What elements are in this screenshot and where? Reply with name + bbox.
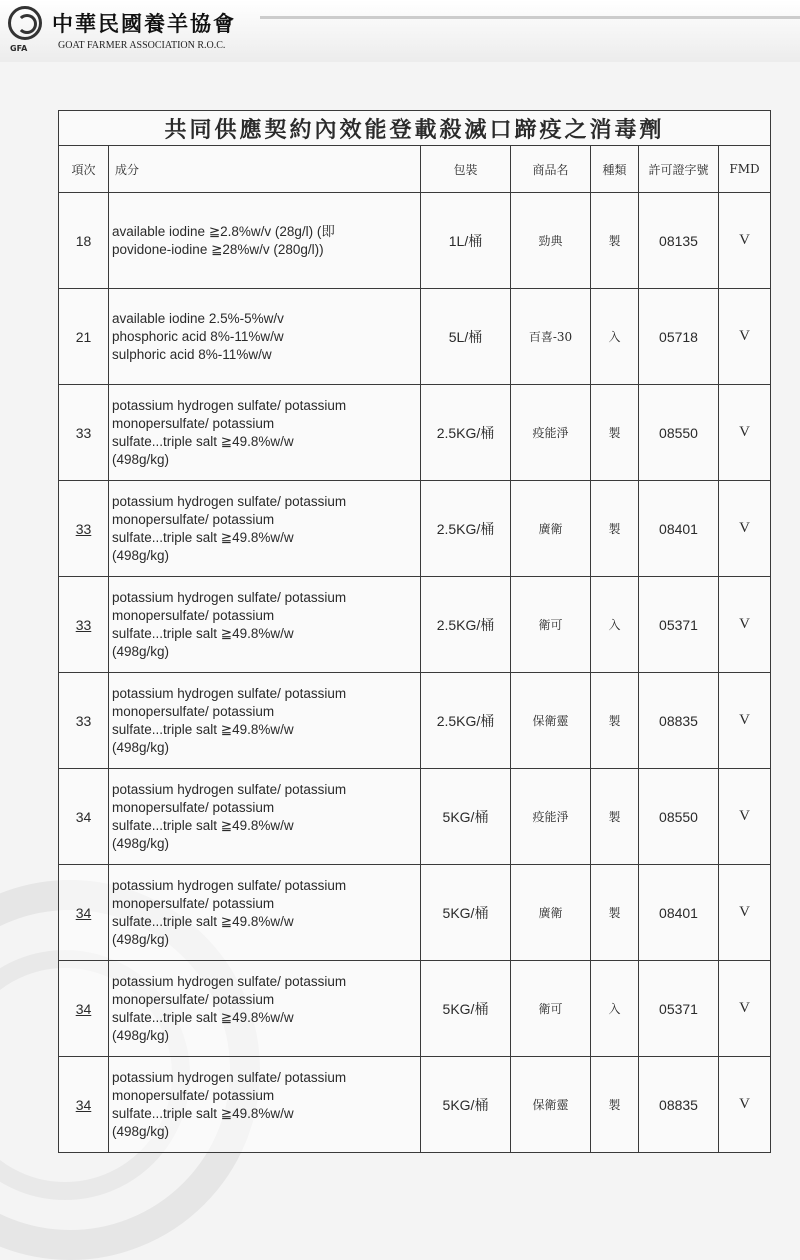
row-license: 08401 <box>639 865 719 961</box>
table-header-row <box>59 146 771 193</box>
row-license: 05718 <box>639 289 719 385</box>
row-license: 08550 <box>639 769 719 865</box>
row-type: 入 <box>591 961 639 1057</box>
row-composition: potassium hydrogen sulfate/ potassium monopersulfate/ potassium sulfate...triple salt ≧49.8%w/w (498g/kg) <box>109 481 421 577</box>
table-row <box>59 1057 771 1153</box>
row-package: 2.5KG/桶 <box>421 385 511 481</box>
col-header-fmd: FMD <box>719 146 771 193</box>
row-package: 5KG/桶 <box>421 865 511 961</box>
row-number: 33 <box>59 577 109 673</box>
row-type: 入 <box>591 289 639 385</box>
table-row <box>59 673 771 769</box>
row-package: 5L/桶 <box>421 289 511 385</box>
row-type: 製 <box>591 193 639 289</box>
row-composition: available iodine ≧2.8%w/v (28g/l) (即 povidone-iodine ≧28%w/v (280g/l)) <box>109 193 421 289</box>
row-composition: potassium hydrogen sulfate/ potassium monopersulfate/ potassium sulfate...triple salt ≧49.8%w/w (498g/kg) <box>109 1057 421 1153</box>
row-number: 33 <box>59 385 109 481</box>
row-product-name: 保衛靈 <box>511 673 591 769</box>
header-divider <box>260 16 800 19</box>
table-row <box>59 481 771 577</box>
row-package: 1L/桶 <box>421 193 511 289</box>
association-logo-icon <box>8 6 42 40</box>
row-number: 33 <box>59 673 109 769</box>
row-package: 5KG/桶 <box>421 769 511 865</box>
table-title: 共同供應契約內效能登載殺滅口蹄疫之消毒劑 <box>59 111 771 146</box>
row-composition: potassium hydrogen sulfate/ potassium monopersulfate/ potassium sulfate...triple salt ≧49.8%w/w (498g/kg) <box>109 385 421 481</box>
row-fmd: V <box>719 1057 771 1153</box>
row-license: 08835 <box>639 1057 719 1153</box>
row-product-name: 疫能淨 <box>511 769 591 865</box>
logo-tag: GFA <box>10 44 28 53</box>
row-fmd: V <box>719 385 771 481</box>
row-number: 34 <box>59 769 109 865</box>
row-number: 34 <box>59 1057 109 1153</box>
row-package: 5KG/桶 <box>421 1057 511 1153</box>
row-type: 製 <box>591 865 639 961</box>
row-license: 08135 <box>639 193 719 289</box>
row-license: 08401 <box>639 481 719 577</box>
row-composition: available iodine 2.5%-5%w/v phosphoric acid 8%-11%w/w sulphoric acid 8%-11%w/w <box>109 289 421 385</box>
row-number: 33 <box>59 481 109 577</box>
row-product-name: 勁典 <box>511 193 591 289</box>
org-name-en: GOAT FARMER ASSOCIATION R.O.C. <box>58 40 226 51</box>
row-product-name: 疫能淨 <box>511 385 591 481</box>
col-header-product-name: 商品名 <box>511 146 591 193</box>
row-number: 18 <box>59 193 109 289</box>
row-composition: potassium hydrogen sulfate/ potassium monopersulfate/ potassium sulfate...triple salt ≧49.8%w/w (498g/kg) <box>109 961 421 1057</box>
row-fmd: V <box>719 673 771 769</box>
table-row <box>59 577 771 673</box>
org-name-zh: 中華民國養羊協會 <box>52 11 236 36</box>
row-number: 34 <box>59 865 109 961</box>
table-row <box>59 289 771 385</box>
row-number: 34 <box>59 961 109 1057</box>
row-type: 製 <box>591 385 639 481</box>
row-license: 08835 <box>639 673 719 769</box>
table-row <box>59 769 771 865</box>
row-composition: potassium hydrogen sulfate/ potassium monopersulfate/ potassium sulfate...triple salt ≧49.8%w/w (498g/kg) <box>109 769 421 865</box>
page-header <box>0 0 800 62</box>
row-license: 05371 <box>639 961 719 1057</box>
row-product-name: 百喜-30 <box>511 289 591 385</box>
col-header-license: 許可證字號 <box>639 146 719 193</box>
row-package: 2.5KG/桶 <box>421 481 511 577</box>
row-fmd: V <box>719 865 771 961</box>
table-row <box>59 865 771 961</box>
row-product-name: 衛可 <box>511 577 591 673</box>
row-composition: potassium hydrogen sulfate/ potassium monopersulfate/ potassium sulfate...triple salt ≧49.8%w/w (498g/kg) <box>109 577 421 673</box>
row-license: 05371 <box>639 577 719 673</box>
row-fmd: V <box>719 577 771 673</box>
row-fmd: V <box>719 193 771 289</box>
row-type: 製 <box>591 1057 639 1153</box>
row-fmd: V <box>719 481 771 577</box>
row-number: 21 <box>59 289 109 385</box>
table-row <box>59 385 771 481</box>
row-composition: potassium hydrogen sulfate/ potassium monopersulfate/ potassium sulfate...triple salt ≧49.8%w/w (498g/kg) <box>109 673 421 769</box>
row-product-name: 廣衛 <box>511 865 591 961</box>
row-product-name: 衛可 <box>511 961 591 1057</box>
row-fmd: V <box>719 289 771 385</box>
row-package: 5KG/桶 <box>421 961 511 1057</box>
col-header-type: 種類 <box>591 146 639 193</box>
row-package: 2.5KG/桶 <box>421 673 511 769</box>
row-composition: potassium hydrogen sulfate/ potassium monopersulfate/ potassium sulfate...triple salt ≧49.8%w/w (498g/kg) <box>109 865 421 961</box>
col-header-package: 包裝 <box>421 146 511 193</box>
row-type: 製 <box>591 769 639 865</box>
table-row <box>59 961 771 1057</box>
col-header-composition: 成分 <box>109 146 421 193</box>
row-license: 08550 <box>639 385 719 481</box>
row-type: 入 <box>591 577 639 673</box>
disinfectant-table <box>58 110 771 1153</box>
row-type: 製 <box>591 481 639 577</box>
row-fmd: V <box>719 961 771 1057</box>
table-row <box>59 193 771 289</box>
col-header-no: 項次 <box>59 146 109 193</box>
row-product-name: 廣衛 <box>511 481 591 577</box>
row-product-name: 保衛靈 <box>511 1057 591 1153</box>
row-fmd: V <box>719 769 771 865</box>
row-package: 2.5KG/桶 <box>421 577 511 673</box>
row-type: 製 <box>591 673 639 769</box>
